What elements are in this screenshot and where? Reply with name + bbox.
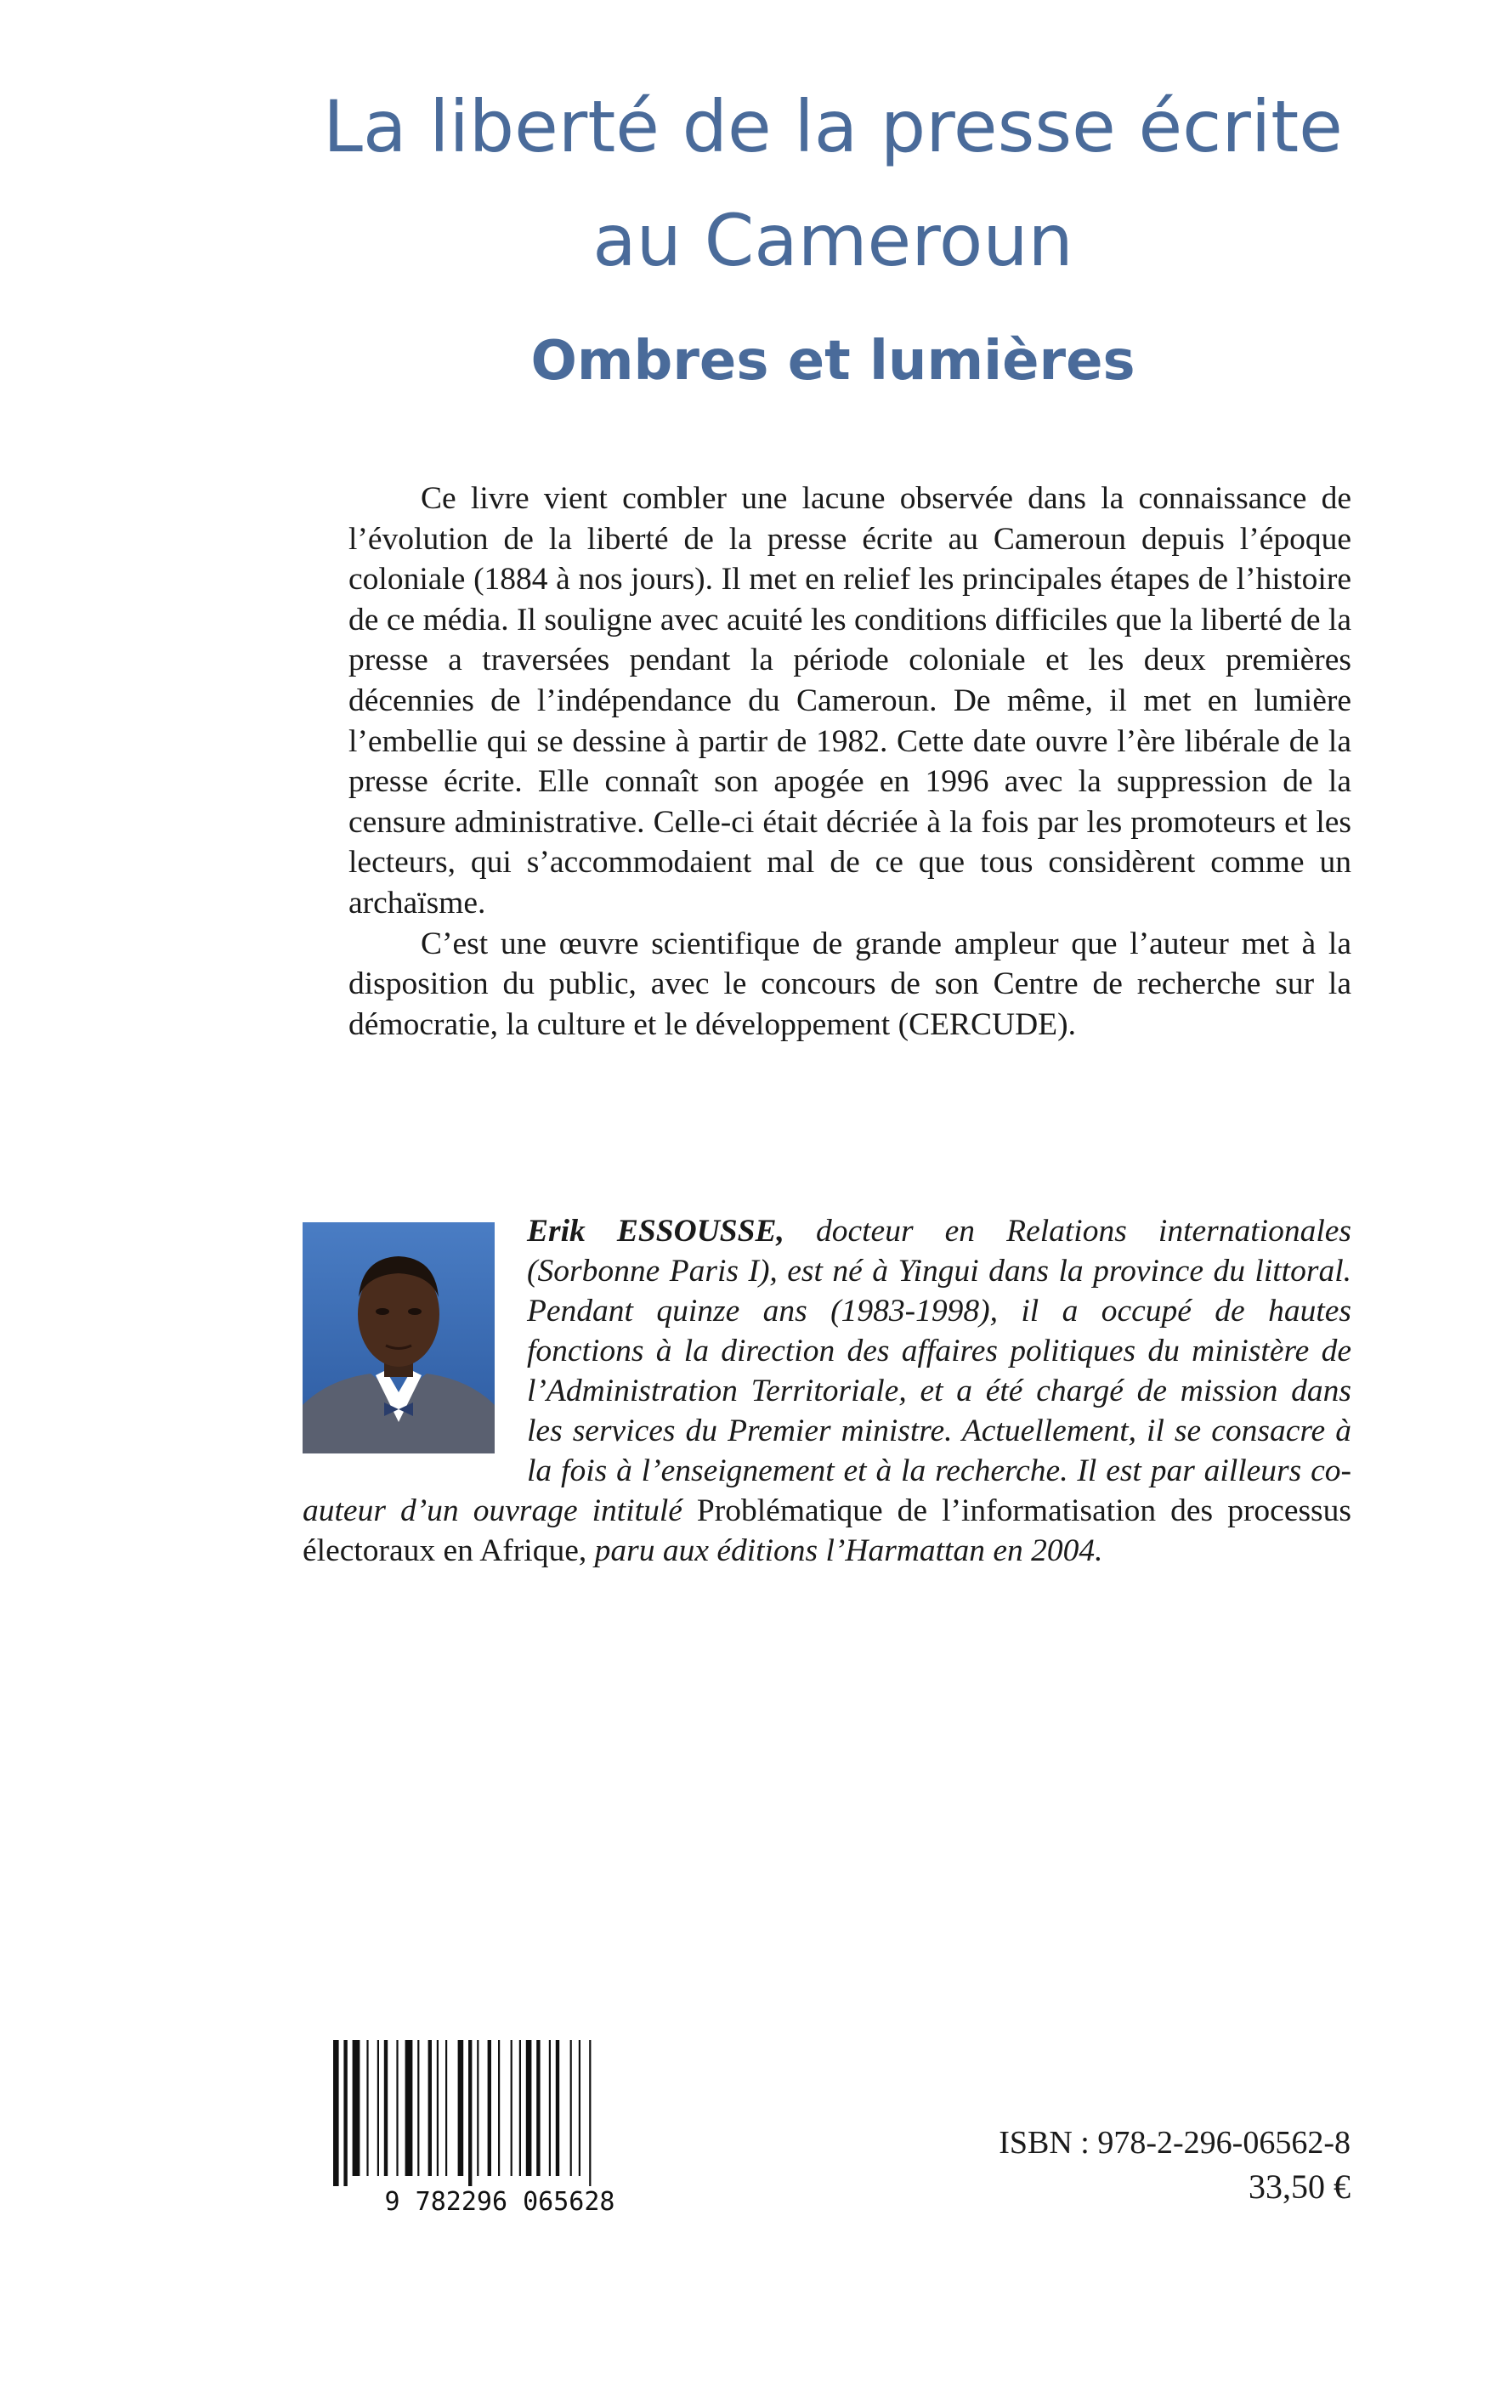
author-bio-text: docteur en Relations internationales (Sorbonne Paris I), est né à Yingui dans la province du littoral. Pendant quinze ans (1983-1998), il a occupé de hautes fonctions à la direction des affaires politiques du ministère de l’Administration Territoriale, et a été chargé de mission dans les services du Premier ministre. Actuellement, il se consacre à la fois à l’enseignement et à la recherche. Il est par ailleurs co-auteur d’un ouvrage intitulé [303, 1214, 1351, 1528]
summary-paragraph-1: Ce livre vient combler une lacune observée dans la connaissance de l’évolution de la liberté de la presse écrite au Cameroun depuis l’époque coloniale (1884 à nos jours). Il met en relief les principales étapes de l’histoire de ce média. Il souligne avec acuité les conditions difficiles que la liberté de la presse a traversées pendant la période coloniale et les deux premières décennies de l’indépendance du Cameroun. De même, il met en lumière l’embellie qui se dessine à partir de 1982. Cette date ouvre l’ère libérale de la presse écrite. Elle connaît son apogée en 1996 avec la suppression de la censure administrative. Celle-ci était décriée à la fois par les promoteurs et les lecteurs, qui s’accommodaient mal de ce que tous considèrent comme un archaïsme. [348, 481, 1351, 921]
barcode-bar [526, 2040, 532, 2176]
barcode-bar [445, 2040, 447, 2176]
barcode-bar [488, 2040, 491, 2176]
summary-paragraph-2: C’est une œuvre scientifique de grande ampleur que l’auteur met à la disposition du public, avec le concours de son Centre de recherche sur la démocratie, la culture et le développement (CERCUDE). [348, 926, 1351, 1042]
barcode-bar [498, 2040, 500, 2176]
title-line-2: au Cameroun [592, 199, 1073, 282]
barcode-bar [343, 2040, 347, 2186]
coauthored-book-title: Problématique de l’informatisation des processus électoraux en Afrique, [303, 1493, 1351, 1568]
barcode-bar [519, 2040, 521, 2176]
barcode-bar [353, 2040, 360, 2176]
barcode-bar [549, 2040, 551, 2176]
barcode-bar [589, 2040, 591, 2186]
author-bio-publication: paru aux éditions l’Harmattan en 2004. [586, 1533, 1103, 1568]
barcode-digits: 9 782296 065628 [384, 2187, 615, 2215]
barcode-bar [458, 2040, 464, 2176]
barcode-bar [377, 2040, 379, 2176]
barcode-bar [468, 2040, 472, 2186]
barcode-bar [556, 2040, 559, 2176]
barcode-bar [437, 2040, 439, 2176]
book-summary [348, 479, 1351, 1045]
book-subtitle: Ombres et lumières [530, 330, 1135, 393]
author-biography [303, 1211, 1351, 1571]
barcode-bar [396, 2040, 398, 2176]
book-price: 33,50 € [1249, 2167, 1351, 2206]
barcode-bar [417, 2040, 419, 2176]
barcode-bar [333, 2040, 339, 2186]
isbn-barcode [321, 2040, 678, 2215]
barcode-bar [384, 2040, 388, 2176]
barcode-bar [477, 2040, 479, 2176]
barcode-bar [511, 2040, 512, 2176]
barcode-bar [366, 2040, 368, 2176]
barcode-bar [579, 2040, 580, 2176]
isbn-number: ISBN : 978-2-296-06562-8 [999, 2125, 1351, 2161]
title-line-1: La liberté de la presse écrite [323, 85, 1343, 168]
book-title [238, 70, 1428, 297]
barcode-bar [570, 2040, 572, 2176]
barcode-bar [536, 2040, 540, 2176]
barcode-bar [428, 2040, 432, 2176]
barcode-bars [333, 2040, 591, 2186]
barcode-bar [405, 2040, 413, 2176]
author-name: Erik ESSOUSSE, [527, 1214, 784, 1249]
